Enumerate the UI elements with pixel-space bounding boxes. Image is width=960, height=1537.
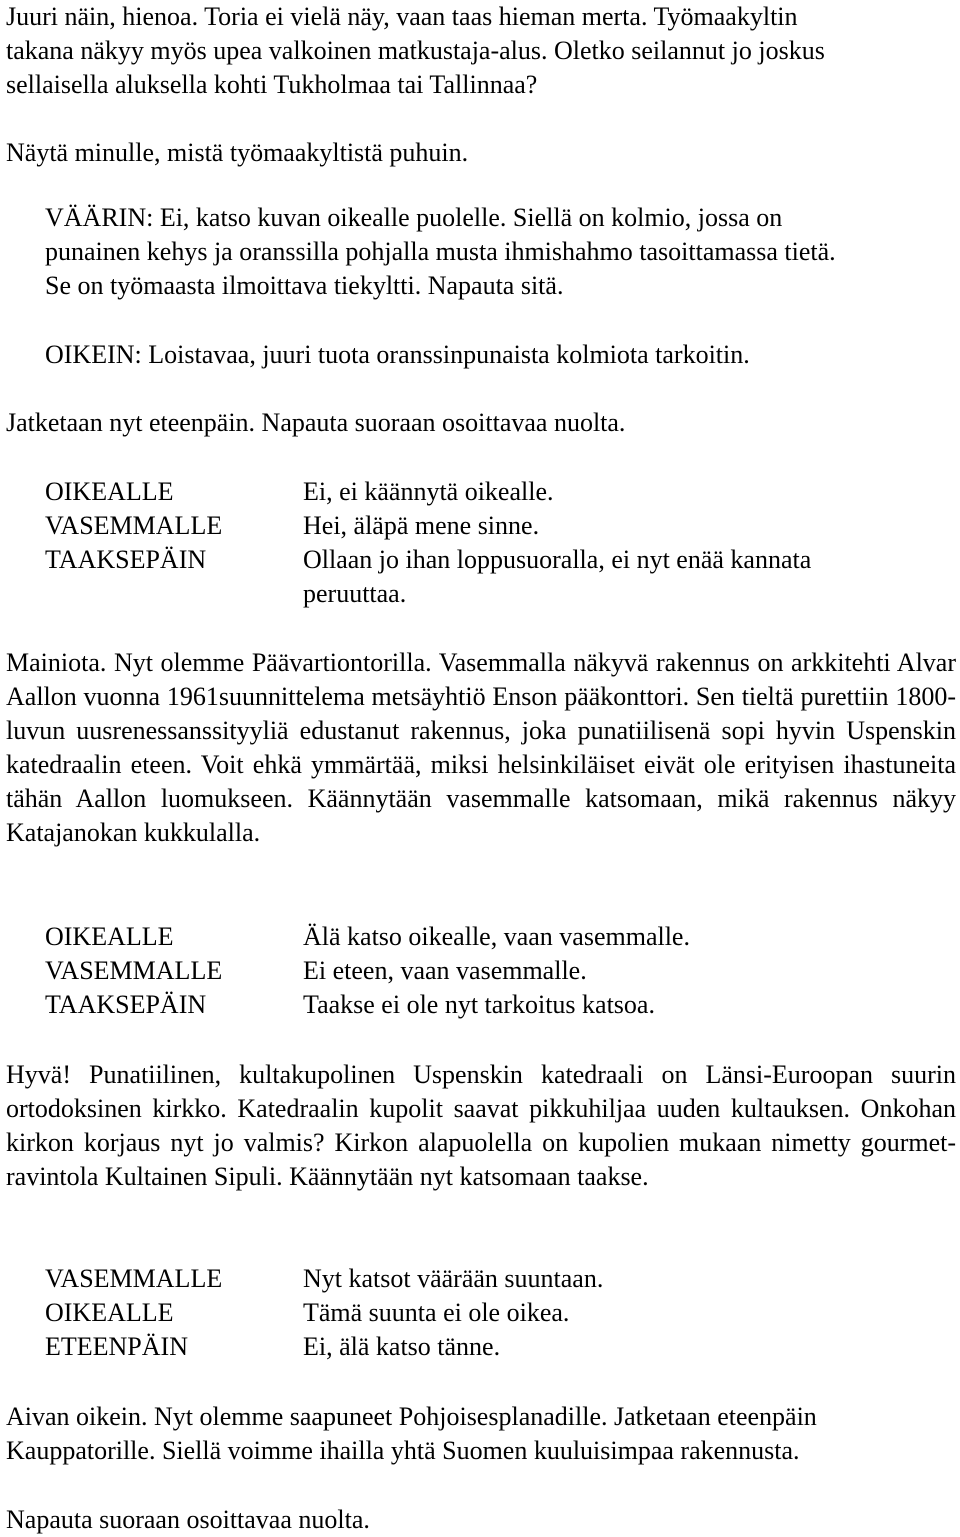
intro-line-2: takana näkyy myös upea valkoinen matkustaja-alus. Oletko seilannut jo joskus [6, 36, 825, 65]
choice-option: ETEENPÄIN [45, 1332, 188, 1361]
choice-option: VASEMMALLE [45, 511, 223, 540]
wrong-feedback-line-3: Se on työmaasta ilmoittava tiekyltti. Napauta sitä. [45, 271, 564, 300]
closing-prompt: Napauta suoraan osoittavaa nuolta. [6, 1505, 370, 1534]
choice-option: OIKEALLE [45, 922, 174, 951]
intro-prompt: Näytä minulle, mistä työmaakyltistä puhuin. [6, 138, 469, 167]
choice-option: VASEMMALLE [45, 956, 223, 985]
choice-response-continued: peruuttaa. [303, 579, 407, 608]
choice-option: OIKEALLE [45, 1298, 174, 1327]
intro-line-1: Juuri näin, hienoa. Toria ei vielä näy, vaan taas hieman merta. Työmaakyltin [6, 2, 798, 31]
paragraph-paavartiontori: Mainiota. Nyt olemme Päävartiontorilla. Vasemmalla näkyvä rakennus on arkkitehti Alvar Aallon vuonna 1961suunnittelema metsäyhtiö Enson pääkonttori. Sen tieltä purettiin 1800-luvun uusrenessanssityyliä edustanut rakennus, joka punatiilisenä sopi hyvin Uspenskin katedraalin eteen. Voit ehkä ymmärtää, miksi helsinkiläiset eivät ole erityisen ihastuneita tähän Aallon luomukseen. Käännytään vasemmalle katsomaan, mikä rakennus näkyy Katajanokan kukkulalla. [6, 648, 956, 848]
choice-response: Hei, äläpä mene sinne. [303, 511, 540, 540]
choice-response: Ei, ei käännytä oikealle. [303, 477, 554, 506]
choice-response: Ei eteen, vaan vasemmalle. [303, 956, 587, 985]
choice-response: Nyt katsot väärään suuntaan. [303, 1264, 604, 1293]
paragraph-uspenski: Hyvä! Punatiilinen, kultakupolinen Uspenskin katedraali on Länsi-Euroopan suurin ortodoksinen kirkko. Katedraalin kupolit saavat pikkuhiljaa uuden kultauksen. Onkohan kirkon korjaus nyt jo valmis? Kirkon alapuolella on kupolien mukaan nimetty gourmet-ravintola Kultainen Sipuli. Käännytään nyt katsomaan taakse. [6, 1060, 956, 1192]
choice-response: Älä katso oikealle, vaan vasemmalle. [303, 922, 690, 951]
choice-option: OIKEALLE [45, 477, 174, 506]
choice-response: Tämä suunta ei ole oikea. [303, 1298, 570, 1327]
closing-line-2: Kauppatorille. Siellä voimme ihailla yhtä Suomen kuuluisimpaa rakennusta. [6, 1436, 800, 1465]
choice-response: Taakse ei ole nyt tarkoitus katsoa. [303, 990, 655, 1019]
continue-prompt: Jatketaan nyt eteenpäin. Napauta suoraan osoittavaa nuolta. [6, 408, 626, 437]
choice-response: Ei, älä katso tänne. [303, 1332, 501, 1361]
choice-option: TAAKSEPÄIN [45, 990, 207, 1019]
right-feedback: OIKEIN: Loistavaa, juuri tuota oranssinpunaista kolmiota tarkoitin. [45, 340, 750, 369]
choice-option: VASEMMALLE [45, 1264, 223, 1293]
wrong-feedback-line-1: VÄÄRIN: Ei, katso kuvan oikealle puolelle. Siellä on kolmio, jossa on [45, 203, 783, 232]
intro-line-3: sellaisella aluksella kohti Tukholmaa tai Tallinnaa? [6, 70, 538, 99]
closing-line-1: Aivan oikein. Nyt olemme saapuneet Pohjoisesplanadille. Jatketaan eteenpäin [6, 1402, 817, 1431]
choice-response: Ollaan jo ihan loppusuoralla, ei nyt enää kannata [303, 545, 812, 574]
wrong-feedback-line-2: punainen kehys ja oranssilla pohjalla musta ihmishahmo tasoittamassa tietä. [45, 237, 836, 266]
choice-option: TAAKSEPÄIN [45, 545, 207, 574]
